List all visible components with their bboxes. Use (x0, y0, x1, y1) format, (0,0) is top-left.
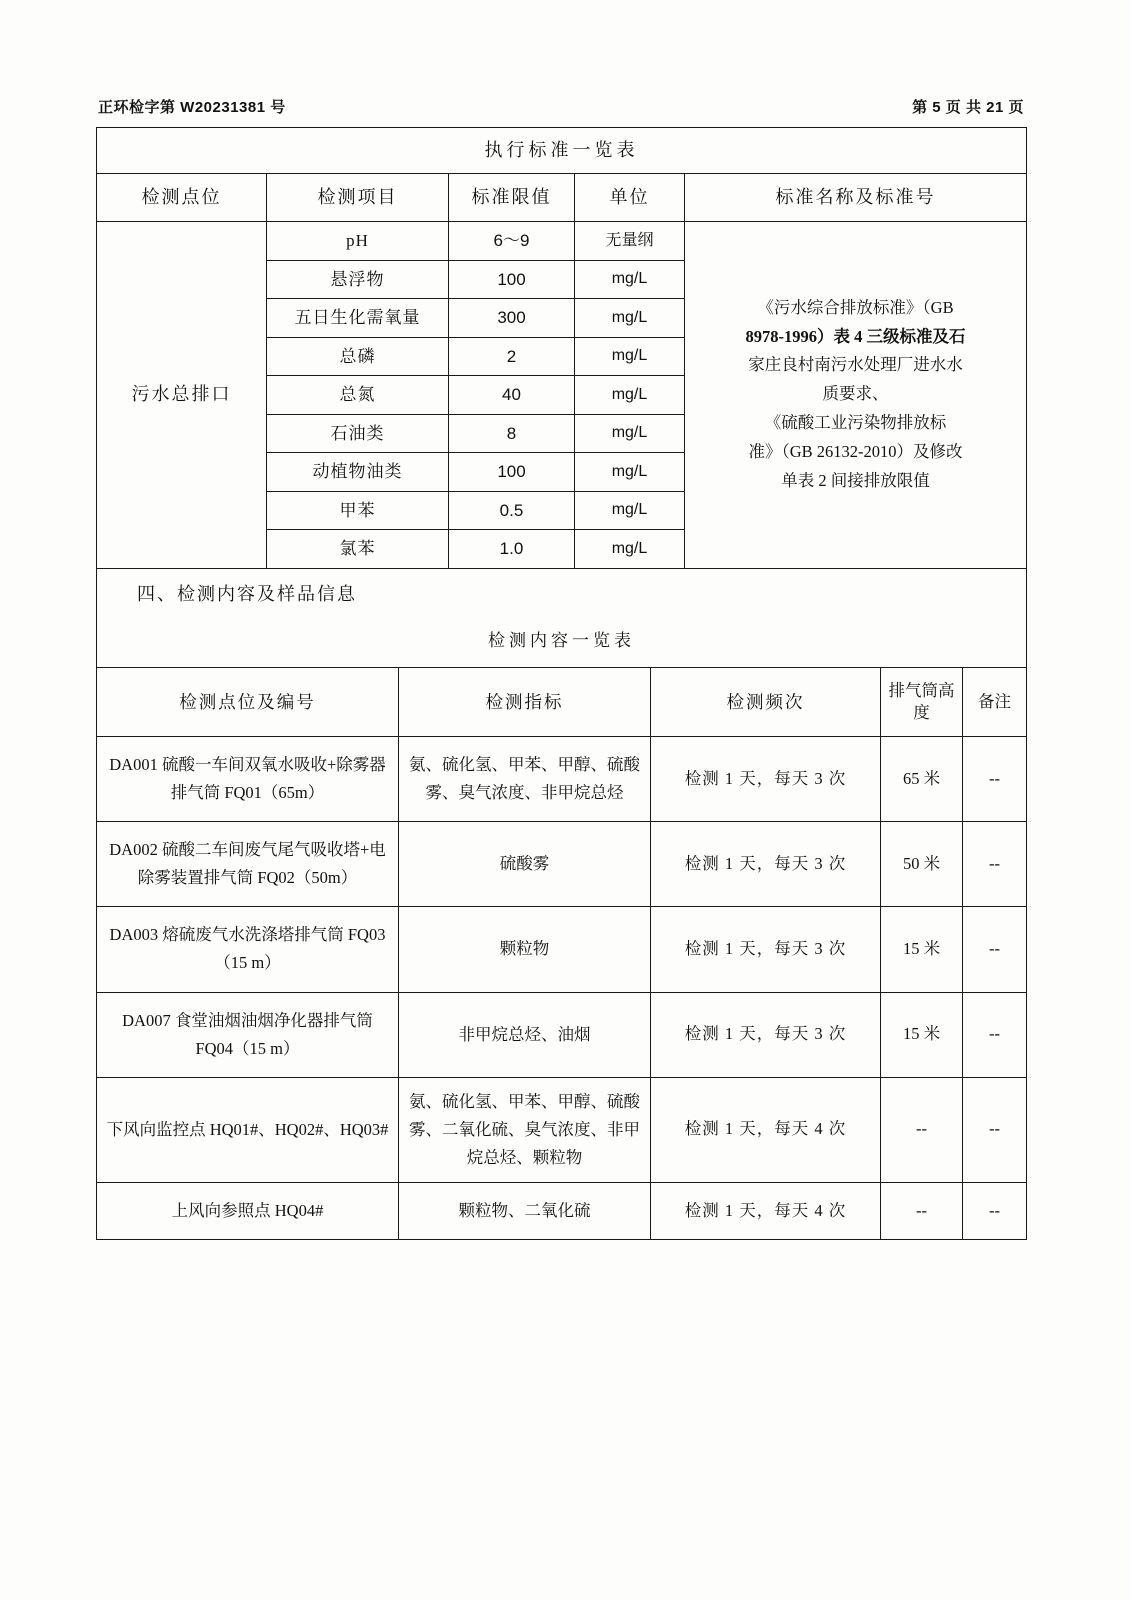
standard-line: 《硫酸工业污染物排放标 (764, 413, 947, 433)
detection-frequency: 检测 1 天，每天 4 次 (651, 1182, 881, 1239)
item-unit: mg/L (575, 260, 685, 299)
point-code: DA001 硫酸一车间双氧水吸收+除雾器排气筒 FQ01（65m） (97, 737, 399, 822)
item-name: pH (267, 222, 449, 261)
standards-table (96, 127, 1027, 668)
detection-frequency: 检测 1 天，每天 3 次 (651, 737, 881, 822)
stack-height: -- (881, 1077, 963, 1182)
detection-frequency: 检测 1 天，每天 3 次 (651, 992, 881, 1077)
detection-index: 非甲烷总烃、油烟 (399, 992, 651, 1077)
stack-height: 50 米 (881, 822, 963, 907)
table-row (97, 1182, 1027, 1239)
item-name: 石油类 (267, 414, 449, 453)
item-unit: mg/L (575, 414, 685, 453)
item-name: 甲苯 (267, 491, 449, 530)
section-heading-row (97, 568, 1027, 620)
table-row (97, 992, 1027, 1077)
content-table-header-row (97, 667, 1027, 737)
detection-frequency: 检测 1 天，每天 3 次 (651, 907, 881, 992)
point-code: 下风向监控点 HQ01#、HQ02#、HQ03# (97, 1077, 399, 1182)
item-name: 悬浮物 (267, 260, 449, 299)
item-unit: mg/L (575, 376, 685, 415)
content-table-title-row (97, 620, 1027, 668)
standards-table-title: 执行标准一览表 (97, 128, 1027, 174)
item-name: 五日生化需氧量 (267, 299, 449, 338)
item-unit: mg/L (575, 453, 685, 492)
point-code: DA007 食堂油烟油烟净化器排气筒 FQ04（15 m） (97, 992, 399, 1077)
item-limit: 1.0 (449, 530, 575, 569)
standard-line: 单表 2 间接排放限值 (781, 470, 930, 490)
point-code: DA003 熔硫废气水洗涤塔排气筒 FQ03（15 m） (97, 907, 399, 992)
detection-frequency: 检测 1 天，每天 3 次 (651, 822, 881, 907)
item-limit: 300 (449, 299, 575, 338)
detection-frequency: 检测 1 天，每天 4 次 (651, 1077, 881, 1182)
item-limit: 40 (449, 376, 575, 415)
item-unit: 无量纲 (575, 222, 685, 261)
discharge-point: 污水总排口 (97, 222, 267, 569)
point-code: 上风向参照点 HQ04# (97, 1182, 399, 1239)
table-row (97, 222, 1027, 261)
standards-table-title-row (97, 128, 1027, 174)
remark: -- (963, 907, 1027, 992)
content-table (96, 667, 1027, 1240)
standard-line: 《污水综合排放标准》（GB (757, 297, 954, 317)
standard-line: 家庄良村南污水处理厂进水水 (748, 355, 963, 375)
section-heading: 四、检测内容及样品信息 (97, 568, 1027, 620)
item-unit: mg/L (575, 530, 685, 569)
stack-height: 15 米 (881, 992, 963, 1077)
table-row (97, 907, 1027, 992)
item-limit: 100 (449, 260, 575, 299)
detection-index: 颗粒物、二氧化硫 (399, 1182, 651, 1239)
item-name: 动植物油类 (267, 453, 449, 492)
item-limit: 2 (449, 337, 575, 376)
standard-line: 准》（GB 26132-2010）及修改 (748, 442, 963, 462)
item-unit: mg/L (575, 491, 685, 530)
stack-height: -- (881, 1182, 963, 1239)
col-limit: 标准限值 (449, 174, 575, 222)
col-frequency: 检测频次 (651, 667, 881, 737)
stack-height: 65 米 (881, 737, 963, 822)
col-unit: 单位 (575, 174, 685, 222)
item-limit: 8 (449, 414, 575, 453)
col-index: 检测指标 (399, 667, 651, 737)
standard-name-cell (685, 222, 1027, 569)
report-number: 正环检字第 W20231381 号 (98, 99, 286, 116)
item-limit: 6～9 (449, 222, 575, 261)
col-item: 检测项目 (267, 174, 449, 222)
item-name: 氯苯 (267, 530, 449, 569)
page-content (96, 96, 1026, 1240)
standards-table-header-row (97, 174, 1027, 222)
item-unit: mg/L (575, 299, 685, 338)
standard-line: 质要求、 (822, 384, 889, 404)
item-name: 总氮 (267, 376, 449, 415)
remark: -- (963, 1077, 1027, 1182)
page-indicator: 第 5 页 共 21 页 (912, 99, 1024, 116)
content-table-title: 检测内容一览表 (97, 620, 1027, 668)
detection-index: 氨、硫化氢、甲苯、甲醇、硫酸雾、二氧化硫、臭气浓度、非甲烷总烃、颗粒物 (399, 1077, 651, 1182)
remark: -- (963, 1182, 1027, 1239)
col-point-code: 检测点位及编号 (97, 667, 399, 737)
standard-line: 8978-1996）表 4 三级标准及石 (745, 326, 966, 346)
item-limit: 100 (449, 453, 575, 492)
page-header (96, 96, 1026, 127)
remark: -- (963, 737, 1027, 822)
remark: -- (963, 822, 1027, 907)
detection-index: 颗粒物 (399, 907, 651, 992)
col-standard-name: 标准名称及标准号 (685, 174, 1027, 222)
col-remark: 备注 (963, 667, 1027, 737)
detection-index: 硫酸雾 (399, 822, 651, 907)
table-row (97, 1077, 1027, 1182)
stack-height: 15 米 (881, 907, 963, 992)
table-row (97, 822, 1027, 907)
item-unit: mg/L (575, 337, 685, 376)
table-row (97, 737, 1027, 822)
point-code: DA002 硫酸二车间废气尾气吸收塔+电除雾装置排气筒 FQ02（50m） (97, 822, 399, 907)
item-name: 总磷 (267, 337, 449, 376)
col-stack-height: 排气筒高度 (881, 667, 963, 737)
remark: -- (963, 992, 1027, 1077)
col-point: 检测点位 (97, 174, 267, 222)
item-limit: 0.5 (449, 491, 575, 530)
detection-index: 氨、硫化氢、甲苯、甲醇、硫酸雾、臭气浓度、非甲烷总烃 (399, 737, 651, 822)
